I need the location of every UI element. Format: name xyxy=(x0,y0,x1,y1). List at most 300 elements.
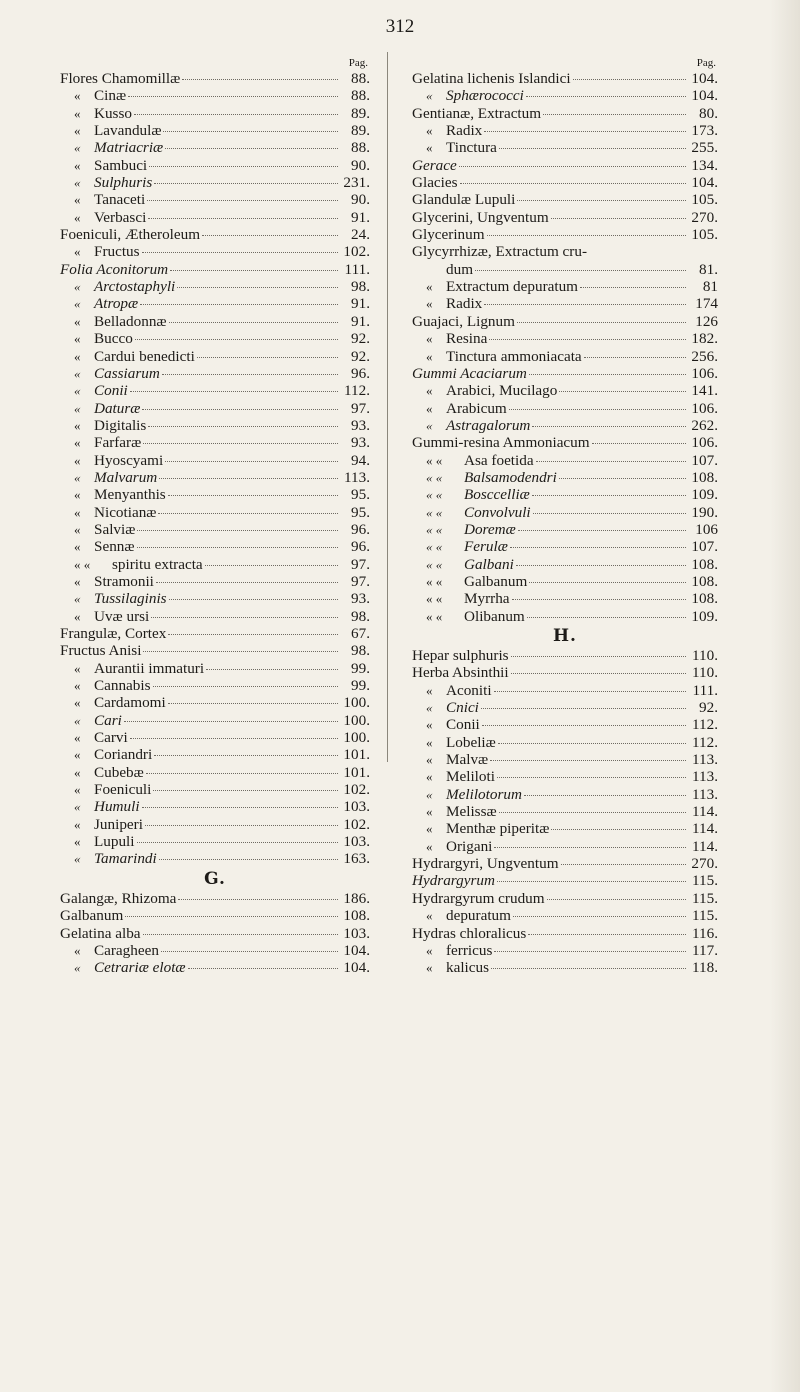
entry-page-number: 90. xyxy=(351,156,370,174)
entry-page-number: 141. xyxy=(691,382,718,400)
entry-term: Hydrargyrum crudum xyxy=(412,889,545,907)
entry-term: Uvæ ursi xyxy=(94,607,150,625)
entry-page-number: 93. xyxy=(351,590,370,608)
entry-page-number: 92. xyxy=(699,699,718,717)
index-entry xyxy=(412,734,718,751)
entry-term: Glandulæ Lupuli xyxy=(412,191,516,209)
entry-term: Radix xyxy=(446,295,483,313)
ditto-mark: « xyxy=(74,834,81,850)
dot-leader xyxy=(154,755,338,756)
entry-term: Glacies xyxy=(412,174,458,192)
dot-leader xyxy=(573,79,686,80)
entry-term: Cari xyxy=(94,711,122,729)
index-entry xyxy=(60,833,370,850)
entry-page-number: 108. xyxy=(691,572,718,590)
entry-page-number: 113. xyxy=(343,468,370,486)
entry-term: Astragalorum xyxy=(446,416,531,434)
ditto-mark: « xyxy=(74,157,81,173)
entry-term: Sulphuris xyxy=(94,174,153,192)
pag-heading: Pag. xyxy=(348,57,368,69)
entry-term: Asa foetida xyxy=(464,451,534,469)
ditto-mark: « xyxy=(74,539,81,555)
entry-term: Verbasci xyxy=(94,208,147,226)
index-entry xyxy=(412,469,718,486)
entry-page-number: 95. xyxy=(351,486,370,504)
index-entry xyxy=(412,521,718,538)
entry-page-number: 270. xyxy=(691,855,718,873)
entry-page-number: 105. xyxy=(691,191,718,209)
entry-page-number: 231. xyxy=(343,174,370,192)
dot-leader xyxy=(494,691,686,692)
entry-term: Conii xyxy=(446,716,480,734)
entry-term: Cardui benedicti xyxy=(94,347,195,365)
ditto-mark: « xyxy=(426,279,433,295)
dot-leader xyxy=(159,859,338,860)
ditto-mark: « xyxy=(74,960,81,976)
entry-term: Sphærococci xyxy=(446,87,524,105)
dot-leader xyxy=(137,530,338,531)
dot-leader xyxy=(584,357,686,358)
index-entry xyxy=(412,907,718,924)
entry-page-number: 107. xyxy=(691,451,718,469)
ditto-mark: « xyxy=(426,400,433,416)
index-entry xyxy=(60,70,370,87)
dot-leader xyxy=(487,235,686,236)
entry-page-number: 99. xyxy=(351,677,370,695)
entry-term: Sennæ xyxy=(94,538,135,556)
ditto-mark: « xyxy=(426,786,433,802)
entry-term: Aconiti xyxy=(446,681,492,699)
index-entry xyxy=(412,890,718,907)
entry-term: Foeniculi xyxy=(94,781,152,799)
ditto-mark: « « xyxy=(426,573,443,589)
entry-page-number: 104. xyxy=(343,941,370,959)
dot-leader xyxy=(148,426,338,427)
dot-leader xyxy=(146,773,338,774)
ditto-mark: « xyxy=(74,417,81,433)
dot-leader xyxy=(561,864,686,865)
entry-term: Doremæ xyxy=(464,520,516,538)
entry-term: Salviæ xyxy=(94,520,136,538)
index-entry xyxy=(412,590,718,607)
ditto-mark: « xyxy=(426,942,433,958)
index-entry xyxy=(412,751,718,768)
dot-leader xyxy=(137,842,339,843)
entry-term: Caragheen xyxy=(94,941,159,959)
entry-page-number: 102. xyxy=(343,243,370,261)
index-entry xyxy=(412,820,718,837)
index-entry xyxy=(60,590,370,607)
entry-page-number: 108. xyxy=(691,555,718,573)
entry-page-number: 92. xyxy=(351,347,370,365)
dot-leader xyxy=(592,443,686,444)
ditto-mark: « xyxy=(74,591,81,607)
entry-term: Menyanthis xyxy=(94,486,166,504)
entry-term: Humuli xyxy=(94,798,140,816)
index-entry xyxy=(412,261,718,278)
ditto-mark: « xyxy=(426,821,433,837)
entry-page-number: 97. xyxy=(351,399,370,417)
ditto-mark: « « xyxy=(426,452,443,468)
ditto-mark: « xyxy=(74,942,81,958)
ditto-mark: « « xyxy=(426,591,443,607)
entry-page-number: 114. xyxy=(691,820,718,838)
index-entry xyxy=(60,174,370,191)
dot-leader xyxy=(497,881,686,882)
entry-term: Melissæ xyxy=(446,803,497,821)
dot-leader xyxy=(511,673,686,674)
index-entry xyxy=(412,486,718,503)
entry-term: Galbanum xyxy=(464,572,528,590)
dot-leader xyxy=(149,166,338,167)
dot-leader xyxy=(512,599,686,600)
dot-leader xyxy=(125,916,338,917)
entry-page-number: 99. xyxy=(351,659,370,677)
ditto-mark: « xyxy=(74,209,81,225)
entry-page-number: 113. xyxy=(691,785,718,803)
entry-term: Myrrha xyxy=(464,590,510,608)
ditto-mark: « xyxy=(74,660,81,676)
entry-term: Menthæ piperitæ xyxy=(446,820,550,838)
dot-leader xyxy=(528,934,686,935)
index-entry xyxy=(60,278,370,295)
index-entry xyxy=(60,382,370,399)
dot-leader xyxy=(142,252,338,253)
entry-page-number: 112. xyxy=(343,382,370,400)
entry-page-number: 91. xyxy=(351,312,370,330)
index-entry xyxy=(412,573,718,590)
dot-leader xyxy=(518,530,686,531)
dot-leader xyxy=(130,738,338,739)
entry-term: Lavandulæ xyxy=(94,122,162,140)
entry-term: Tamarindi xyxy=(94,850,157,868)
entry-page-number: 108. xyxy=(691,590,718,608)
index-entry xyxy=(60,925,370,942)
ditto-mark: « xyxy=(426,838,433,854)
entry-page-number: 104. xyxy=(691,174,718,192)
index-entry xyxy=(60,781,370,798)
dot-leader xyxy=(169,599,338,600)
entry-page-number: 98. xyxy=(351,278,370,296)
index-entry xyxy=(60,261,370,278)
ditto-mark: « xyxy=(74,799,81,815)
index-entry xyxy=(60,816,370,833)
entry-page-number: 100. xyxy=(343,729,370,747)
entry-term: Gummi-resina Ammoniacum xyxy=(412,434,590,452)
index-entry xyxy=(412,209,718,226)
dot-leader xyxy=(524,795,686,796)
index-entry xyxy=(60,87,370,104)
dot-leader xyxy=(482,725,686,726)
index-entry xyxy=(412,608,718,625)
dot-leader xyxy=(161,951,338,952)
index-entry xyxy=(412,278,718,295)
dot-leader xyxy=(134,114,338,115)
entry-page-number: 96. xyxy=(351,364,370,382)
entry-page-number: 109. xyxy=(691,486,718,504)
dot-leader xyxy=(491,968,686,969)
index-entry xyxy=(412,925,718,942)
entry-term: Hydras chloralicus xyxy=(412,924,527,942)
entry-page-number: 103. xyxy=(343,833,370,851)
ditto-mark: « xyxy=(74,435,81,451)
dot-leader xyxy=(188,968,338,969)
ditto-mark: « xyxy=(74,383,81,399)
dot-leader xyxy=(142,409,338,410)
entry-list xyxy=(60,70,370,977)
entry-page-number: 89. xyxy=(351,104,370,122)
dot-leader xyxy=(529,374,686,375)
dot-leader xyxy=(475,270,686,271)
ditto-mark: « xyxy=(74,695,81,711)
entry-page-number: 182. xyxy=(691,330,718,348)
ditto-mark: « xyxy=(426,908,433,924)
entry-page-number: 94. xyxy=(351,451,370,469)
ditto-mark: « « xyxy=(426,608,443,624)
dot-leader xyxy=(484,304,686,305)
ditto-mark: « xyxy=(74,105,81,121)
entry-page-number: 97. xyxy=(351,572,370,590)
entry-term: Gelatina alba xyxy=(60,924,141,942)
index-entry xyxy=(60,469,370,486)
index-entry xyxy=(412,872,718,889)
ditto-mark: « xyxy=(74,504,81,520)
dot-leader xyxy=(206,669,338,670)
entry-page-number: 110. xyxy=(691,647,718,664)
entry-page-number: 24. xyxy=(351,226,370,244)
dot-leader xyxy=(143,443,338,444)
dot-leader xyxy=(532,426,686,427)
index-entry xyxy=(60,798,370,815)
entry-page-number: 106. xyxy=(691,434,718,452)
entry-term: Folia Aconitorum xyxy=(60,260,169,278)
ditto-mark: « xyxy=(74,331,81,347)
entry-page-number: 111. xyxy=(692,681,718,699)
index-entry xyxy=(60,729,370,746)
index-entry xyxy=(412,682,718,699)
ditto-mark: « xyxy=(426,960,433,976)
entry-page-number: 104. xyxy=(691,70,718,87)
entry-term: depuratum xyxy=(446,907,511,925)
entry-term: dum xyxy=(446,260,474,278)
index-entry xyxy=(60,573,370,590)
entry-term: Fructus xyxy=(94,243,140,261)
dot-leader xyxy=(460,183,686,184)
dot-leader xyxy=(498,743,686,744)
ditto-mark: « xyxy=(74,469,81,485)
dot-leader xyxy=(182,79,338,80)
dot-leader xyxy=(559,391,686,392)
index-entry xyxy=(60,122,370,139)
ditto-mark: « xyxy=(74,279,81,295)
entry-term: Stramonii xyxy=(94,572,154,590)
dot-leader xyxy=(162,374,338,375)
entry-page-number: 113. xyxy=(691,751,718,769)
entry-page-number: 190. xyxy=(691,503,718,521)
entry-page-number: 256. xyxy=(691,347,718,365)
entry-term: Sambuci xyxy=(94,156,148,174)
dot-leader xyxy=(536,461,686,462)
entry-term: Olibanum xyxy=(464,607,525,625)
dot-leader xyxy=(168,634,338,635)
dot-leader xyxy=(551,829,686,830)
index-entry xyxy=(412,122,718,139)
ditto-mark: « xyxy=(74,313,81,329)
ditto-mark: « xyxy=(426,140,433,156)
entry-term: Daturæ xyxy=(94,399,141,417)
entry-page-number: 112. xyxy=(691,733,718,751)
entry-page-number: 98. xyxy=(351,607,370,625)
dot-leader xyxy=(143,651,338,652)
dot-leader xyxy=(527,617,686,618)
index-entry xyxy=(412,348,718,365)
entry-term: Origani xyxy=(446,837,493,855)
ditto-mark: « xyxy=(74,400,81,416)
entry-term: Cetrariæ elotæ xyxy=(94,959,186,977)
entry-page-number: 108. xyxy=(343,907,370,925)
dot-leader xyxy=(529,582,686,583)
dot-leader xyxy=(580,287,686,288)
entry-term: Cubebæ xyxy=(94,763,144,781)
entry-page-number: 109. xyxy=(691,607,718,625)
index-entry xyxy=(60,642,370,659)
dot-leader xyxy=(484,131,686,132)
dot-leader xyxy=(178,899,338,900)
entry-page-number: 115. xyxy=(691,889,718,907)
dot-leader xyxy=(137,547,338,548)
index-entry xyxy=(412,452,718,469)
dot-leader xyxy=(543,114,686,115)
entry-term: Hepar sulphuris xyxy=(412,647,509,664)
dot-leader xyxy=(513,916,686,917)
entry-page-number: 163. xyxy=(343,850,370,868)
entry-page-number: 100. xyxy=(343,694,370,712)
entry-term: Hydrargyri, Ungventum xyxy=(412,855,559,873)
ditto-mark: « xyxy=(426,682,433,698)
index-entry xyxy=(60,417,370,434)
index-entry xyxy=(60,348,370,365)
entry-term: Aurantii immaturi xyxy=(94,659,205,677)
entry-page-number: 111. xyxy=(344,260,370,278)
index-entry xyxy=(60,712,370,729)
index-entry xyxy=(60,521,370,538)
entry-page-number: 106. xyxy=(691,364,718,382)
entry-page-number: 101. xyxy=(343,763,370,781)
ditto-mark: « xyxy=(426,348,433,364)
index-entry xyxy=(60,538,370,555)
entry-term: Frangulæ, Cortex xyxy=(60,625,167,642)
index-entry xyxy=(60,191,370,208)
ditto-mark: « « xyxy=(426,521,443,537)
index-entry xyxy=(60,746,370,763)
ditto-mark: « xyxy=(426,383,433,399)
entry-term: Convolvuli xyxy=(464,503,531,521)
entry-page-number: 100. xyxy=(343,711,370,729)
dot-leader xyxy=(499,148,686,149)
entry-page-number: 108. xyxy=(691,468,718,486)
ditto-mark: « « xyxy=(426,556,443,572)
entry-term: Belladonnæ xyxy=(94,312,167,330)
dot-leader xyxy=(533,513,686,514)
entry-term: kalicus xyxy=(446,959,490,977)
index-entry xyxy=(412,191,718,208)
index-entry xyxy=(412,556,718,573)
entry-page-number: 102. xyxy=(343,781,370,799)
entry-term: Carvi xyxy=(94,729,128,747)
entry-term: Tinctura xyxy=(446,139,497,157)
entry-page-number: 110. xyxy=(691,664,718,682)
index-entry xyxy=(60,330,370,347)
dot-leader xyxy=(509,409,686,410)
entry-term: Melilotorum xyxy=(446,785,522,803)
entry-term: Glycyrrhizæ, Extractum cru- xyxy=(412,243,588,261)
index-entry xyxy=(412,942,718,959)
ditto-mark: « xyxy=(74,123,81,139)
ditto-mark: « xyxy=(74,88,81,104)
dot-leader xyxy=(481,708,686,709)
dot-leader xyxy=(517,200,686,201)
index-entry xyxy=(60,139,370,156)
index-entry xyxy=(60,365,370,382)
entry-page-number: 90. xyxy=(351,191,370,209)
entry-term: Tinctura ammoniacata xyxy=(446,347,582,365)
ditto-mark: « xyxy=(74,192,81,208)
index-entry xyxy=(60,209,370,226)
dot-leader xyxy=(154,183,338,184)
ditto-mark: « xyxy=(426,700,433,716)
entry-page-number: 102. xyxy=(343,815,370,833)
dot-leader xyxy=(551,218,686,219)
entry-term: spiritu extracta xyxy=(112,555,203,573)
index-entry xyxy=(60,959,370,976)
entry-term: Cardamomi xyxy=(94,694,166,712)
entry-term: Juniperi xyxy=(94,815,143,833)
index-entry xyxy=(412,157,718,174)
entry-term: Gerace xyxy=(412,156,457,174)
dot-leader xyxy=(526,96,686,97)
entry-term: Hyoscyami xyxy=(94,451,164,469)
entry-page-number: 104. xyxy=(691,87,718,105)
index-entry xyxy=(412,538,718,555)
dot-leader xyxy=(177,287,338,288)
index-entry xyxy=(60,486,370,503)
entry-term: Galbani xyxy=(464,555,514,573)
entry-page-number: 116. xyxy=(691,924,718,942)
entry-page-number: 93. xyxy=(351,416,370,434)
ditto-mark: « xyxy=(74,365,81,381)
index-entry xyxy=(60,243,370,260)
ditto-mark: « xyxy=(74,782,81,798)
ditto-mark: « xyxy=(74,296,81,312)
entry-term: Hydrargyrum xyxy=(412,872,495,890)
entry-term: Glycerinum xyxy=(412,226,485,244)
index-entry xyxy=(60,890,370,907)
dot-leader xyxy=(165,148,338,149)
ditto-mark: « xyxy=(426,804,433,820)
dot-leader xyxy=(145,825,338,826)
index-entry xyxy=(412,786,718,803)
index-column-left xyxy=(60,57,370,977)
ditto-mark: « xyxy=(74,175,81,191)
ditto-mark: « « xyxy=(426,504,443,520)
ditto-mark: « xyxy=(426,734,433,750)
entry-term: Tanaceti xyxy=(94,191,146,209)
entry-page-number: 134. xyxy=(691,156,718,174)
index-entry xyxy=(60,157,370,174)
dot-leader xyxy=(559,478,686,479)
entry-term: Malvæ xyxy=(446,751,489,769)
dot-leader xyxy=(135,339,338,340)
